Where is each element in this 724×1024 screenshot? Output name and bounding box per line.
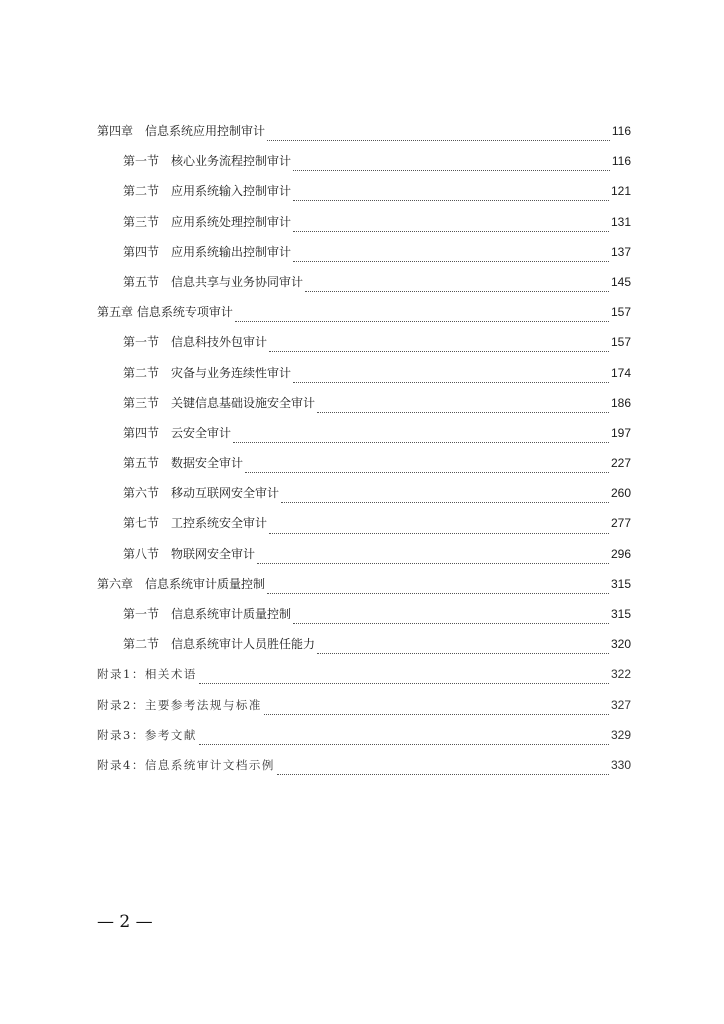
toc-section-entry[interactable] — [97, 423, 631, 453]
dot-leader — [293, 199, 609, 201]
toc-section-entry[interactable] — [97, 393, 631, 423]
toc-section-entry[interactable] — [97, 242, 631, 272]
toc-entry-title: 第五节 数据安全审计 — [123, 456, 244, 471]
toc-entry-title: 附录4：信息系统审计文档示例 — [97, 757, 275, 772]
toc-entry-title: 附录1：相关术语 — [97, 667, 197, 682]
toc-section-entry[interactable] — [97, 453, 631, 483]
toc-page-number: 197 — [610, 425, 631, 440]
dot-leader — [269, 532, 609, 534]
toc-page-number: 327 — [610, 697, 631, 712]
toc-page-number: 329 — [610, 727, 631, 742]
dot-leader — [269, 350, 609, 352]
toc-page-number: 157 — [610, 335, 631, 350]
dot-leader — [264, 713, 609, 715]
toc-section-entry[interactable] — [97, 272, 631, 302]
toc-page-number: 137 — [610, 244, 631, 259]
toc-page-number: 315 — [610, 607, 631, 621]
toc-section-entry[interactable] — [97, 363, 631, 393]
dot-leader — [317, 411, 609, 413]
toc-page-number: 157 — [610, 305, 631, 320]
dot-leader — [267, 592, 609, 594]
toc-page-number: 186 — [610, 395, 631, 410]
toc-entry-title: 第四章 信息系统应用控制审计 — [97, 124, 266, 138]
toc-entry-title: 第三节 关键信息基础设施安全审计 — [123, 395, 316, 410]
toc-entry-title: 第六节 移动互联网安全审计 — [123, 486, 280, 501]
dot-leader — [199, 682, 609, 684]
toc-page-number: 227 — [610, 456, 631, 471]
toc-page-number: 174 — [610, 365, 631, 380]
dot-leader — [199, 743, 609, 745]
toc-section-entry[interactable] — [97, 604, 631, 634]
toc-page-number: 315 — [610, 576, 631, 591]
toc-entry-title: 第一节 信息系统审计质量控制 — [123, 607, 292, 621]
toc-section-entry[interactable] — [97, 483, 631, 513]
toc-entry-title: 第四节 应用系统输出控制审计 — [123, 244, 292, 259]
toc-page-number: 145 — [610, 274, 631, 289]
toc-entry-title: 第八节 物联网安全审计 — [123, 546, 256, 561]
toc-entry-title: 第一节 核心业务流程控制审计 — [123, 154, 292, 169]
toc-section-entry[interactable] — [97, 513, 631, 543]
toc-entry-title: 第六章 信息系统审计质量控制 — [97, 576, 266, 591]
toc-appendix-entry[interactable] — [97, 725, 631, 755]
dot-leader — [245, 471, 609, 473]
toc-chapter-entry[interactable] — [97, 121, 631, 151]
toc-entry-title: 第四节 云安全审计 — [123, 425, 232, 440]
toc-section-entry[interactable] — [97, 332, 631, 362]
toc-section-entry[interactable] — [97, 181, 631, 211]
toc-entry-title: 第二节 信息系统审计人员胜任能力 — [123, 637, 316, 652]
dot-leader — [233, 441, 609, 443]
toc-page-number: 320 — [610, 637, 631, 652]
toc-entry-title: 第三节 应用系统处理控制审计 — [123, 214, 292, 229]
dot-leader — [267, 139, 610, 141]
toc-section-entry[interactable] — [97, 212, 631, 242]
toc-chapter-entry[interactable] — [97, 302, 631, 332]
toc-entry-title: 第五节 信息共享与业务协同审计 — [123, 274, 304, 289]
toc-entry-title: 第二节 应用系统输入控制审计 — [123, 184, 292, 199]
dot-leader — [235, 320, 609, 322]
dot-leader — [293, 260, 609, 262]
toc-page-number: 330 — [610, 757, 631, 772]
toc-page-number: 131 — [610, 214, 631, 229]
toc-page-number: 121 — [610, 184, 631, 199]
toc-page-number: 322 — [610, 667, 631, 682]
dot-leader — [305, 290, 609, 292]
dot-leader — [257, 562, 609, 564]
toc-appendix-entry[interactable] — [97, 755, 631, 785]
toc-page-number: 116 — [611, 124, 631, 138]
toc-section-entry[interactable] — [97, 151, 631, 181]
toc-entry-title: 第七节 工控系统安全审计 — [123, 516, 268, 531]
toc-page-number: 116 — [611, 154, 631, 169]
dot-leader — [317, 652, 609, 654]
dot-leader — [293, 230, 609, 232]
toc-entry-title: 第一节 信息科技外包审计 — [123, 335, 268, 350]
dot-leader — [281, 501, 609, 503]
toc-section-entry[interactable] — [97, 634, 631, 664]
dot-leader — [293, 381, 609, 383]
toc-appendix-entry[interactable] — [97, 695, 631, 725]
toc-page-number: 277 — [610, 516, 631, 531]
toc-page-number: 296 — [610, 546, 631, 561]
toc-section-entry[interactable] — [97, 544, 631, 574]
dot-leader — [293, 622, 609, 624]
toc-entry-title: 附录2：主要参考法规与标准 — [97, 697, 262, 712]
toc-entry-title: 第二节 灾备与业务连续性审计 — [123, 365, 292, 380]
toc-appendix-entry[interactable] — [97, 664, 631, 694]
dot-leader — [277, 773, 609, 775]
table-of-contents — [97, 121, 631, 785]
toc-entry-title: 附录3：参考文献 — [97, 727, 197, 742]
toc-chapter-entry[interactable] — [97, 574, 631, 604]
toc-entry-title: 第五章 信息系统专项审计 — [97, 305, 233, 320]
toc-page-number: 260 — [610, 486, 631, 501]
page-number-footer: — 2 — — [97, 912, 153, 932]
dot-leader — [293, 169, 610, 171]
